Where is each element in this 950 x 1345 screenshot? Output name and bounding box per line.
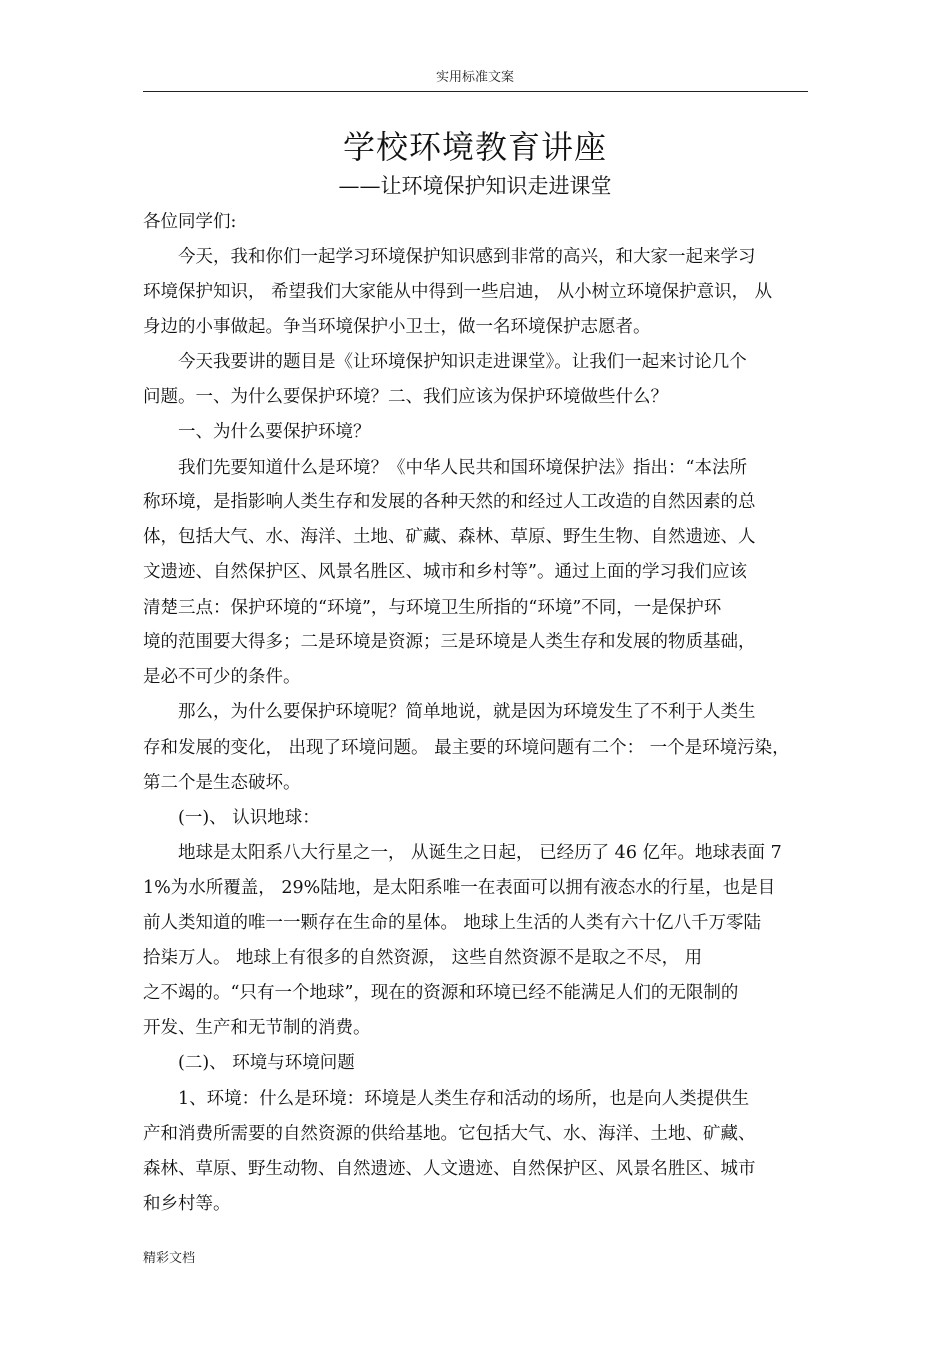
section-heading: 一、为什么要保护环境？	[178, 422, 371, 442]
text-line: 是必不可少的条件。	[143, 667, 301, 687]
text-line: 文遗迹、自然保护区、风景名胜区、城市和乡村等”。通过上面的学习我们应该	[143, 562, 747, 582]
text-line: 和乡村等。	[143, 1194, 231, 1214]
header-divider	[143, 91, 808, 92]
text-line: 体，包括大气、水、海洋、土地、矿藏、森林、草原、野生生物、自然遗迹、人	[143, 527, 756, 547]
text-line: 清楚三点：保护环境的“环境”，与环境卫生所指的“环境”不同，一是保护环	[143, 598, 722, 618]
text-line: 境的范围要大得多；二是环境是资源；三是环境是人类生存和发展的物质基础，	[143, 632, 756, 652]
text-line: 问题。一、为什么要保护环境？二、我们应该为保护环境做些什么？	[143, 387, 668, 407]
page-footer: 精彩文档	[143, 1251, 196, 1266]
section-heading: (二)、 环境与环境问题	[178, 1053, 355, 1073]
text-line: 那么，为什么要保护环境呢？简单地说，就是因为环境发生了不利于人类生	[178, 702, 756, 722]
text-line: 第二个是生态破坏。	[143, 773, 301, 793]
text-line: 我们先要知道什么是环境？《中华人民共和国环境保护法》指出：“本法所	[178, 458, 747, 478]
text-line: 环境保护知识， 希望我们大家能从中得到一些启迪， 从小树立环境保护意识， 从	[143, 282, 773, 302]
text-line: 称环境，是指影响人类生存和发展的各种天然的和经过人工改造的自然因素的总	[143, 492, 756, 512]
text-line: 存和发展的变化， 出现了环境问题。 最主要的环境问题有二个： 一个是环境污染，	[143, 738, 790, 758]
document-title: 学校环境教育讲座	[342, 128, 607, 166]
text-line: 开发、生产和无节制的消费。	[143, 1018, 371, 1038]
text-line: 今天，我和你们一起学习环境保护知识感到非常的高兴，和大家一起来学习	[178, 247, 756, 267]
section-heading: (一)、 认识地球：	[178, 808, 320, 828]
text-line: 1、环境：什么是环境：环境是人类生存和活动的场所，也是向人类提供生	[178, 1089, 750, 1109]
text-line: 产和消费所需要的自然资源的供给基地。它包括大气、水、海洋、土地、矿藏、	[143, 1124, 756, 1144]
text-line: 1%为水所覆盖， 29%陆地，是太阳系唯一在表面可以拥有液态水的行星，也是目	[143, 878, 776, 898]
text-line: 森林、草原、野生动物、自然遗迹、人文遗迹、自然保护区、风景名胜区、城市	[143, 1159, 756, 1179]
text-line: 地球是太阳系八大行星之一， 从诞生之日起， 已经历了 46 亿年。地球表面 7	[178, 843, 782, 863]
text-line: 今天我要讲的题目是《让环境保护知识走进课堂》。让我们一起来讨论几个	[178, 352, 747, 372]
page-header: 实用标准文案	[435, 70, 514, 85]
text-line: 身边的小事做起。争当环境保护小卫士，做一名环境保护志愿者。	[143, 317, 651, 337]
document-subtitle: ——让环境保护知识走进课堂	[338, 174, 612, 198]
text-line: 各位同学们:	[143, 212, 237, 232]
text-line: 前人类知道的唯一一颗存在生命的星体。 地球上生活的人类有六十亿八千万零陆	[143, 913, 762, 933]
text-line: 之不竭的。“只有一个地球”，现在的资源和环境已经不能满足人们的无限制的	[143, 983, 739, 1003]
text-line: 拾柒万人。 地球上有很多的自然资源， 这些自然资源不是取之不尽， 用	[143, 948, 703, 968]
